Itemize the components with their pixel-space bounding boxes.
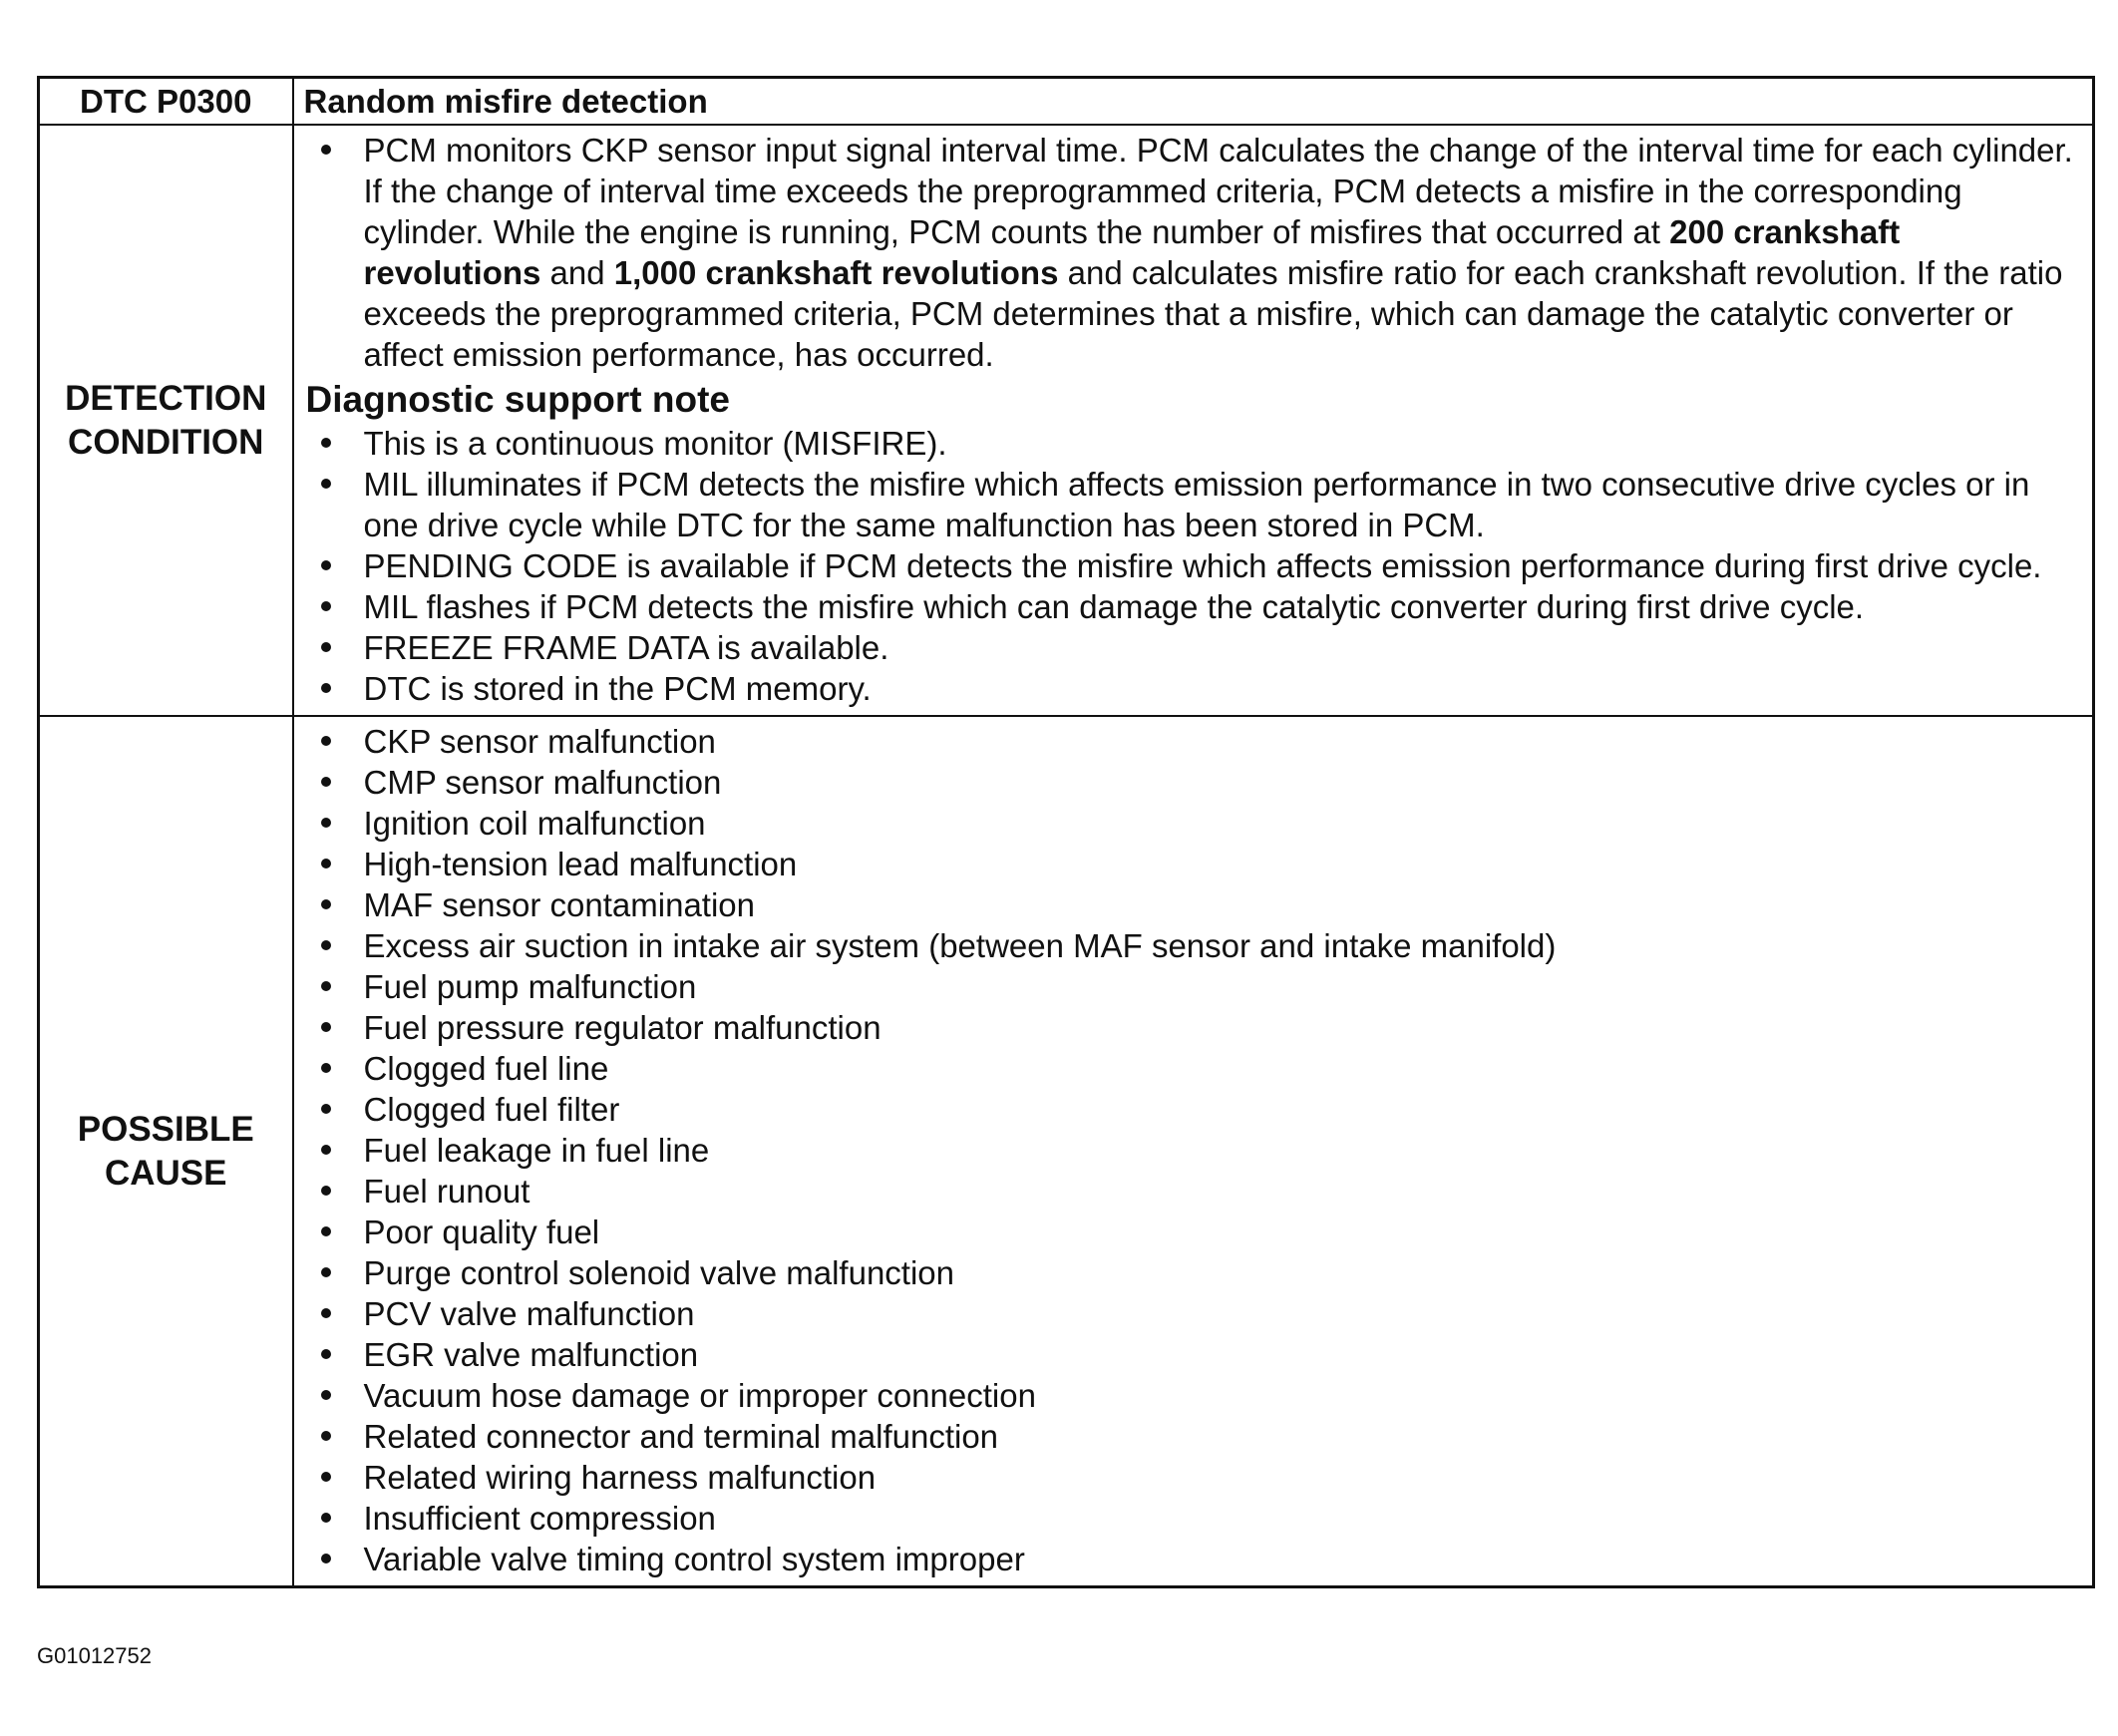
cause-item: Ignition coil malfunction: [306, 803, 2081, 844]
cause-item: Fuel pump malfunction: [306, 966, 2081, 1007]
possible-cause-label: [39, 716, 293, 1587]
note-item: FREEZE FRAME DATA is available.: [306, 627, 2081, 668]
cause-item: CMP sensor malfunction: [306, 762, 2081, 803]
cause-item: Fuel pressure regulator malfunction: [306, 1007, 2081, 1048]
cause-item: Vacuum hose damage or improper connection: [306, 1375, 2081, 1416]
cause-item: PCV valve malfunction: [306, 1293, 2081, 1334]
cause-item: Related wiring harness malfunction: [306, 1457, 2081, 1498]
main-text-part3: and calculates misfire ratio for each crankshaft revolution. If the ratio exceeds the preprogrammed criteria, PCM determines that a misfire, which can damage the catalytic converter or affect emission performance, has occurred.: [363, 254, 2063, 373]
dtc-code: DTC P0300: [39, 78, 293, 126]
note-item: This is a continuous monitor (MISFIRE).: [306, 423, 2081, 464]
detection-label-line1: DETECTION: [65, 378, 267, 418]
cause-label-line1: POSSIBLE: [77, 1109, 254, 1149]
note-item: DTC is stored in the PCM memory.: [306, 668, 2081, 709]
diagnostic-note-list: [306, 423, 2081, 709]
cause-item: Insufficient compression: [306, 1498, 2081, 1539]
cause-item: Variable valve timing control system improper: [306, 1539, 2081, 1579]
main-text-bold2: 1,000 crankshaft revolutions: [613, 254, 1059, 291]
cause-item: Poor quality fuel: [306, 1212, 2081, 1252]
cause-item: Fuel runout: [306, 1171, 2081, 1212]
cause-item: High-tension lead malfunction: [306, 844, 2081, 884]
detection-condition-content: [293, 125, 2094, 716]
cause-item: Purge control solenoid valve malfunction: [306, 1252, 2081, 1293]
cause-label-line2: CAUSE: [104, 1153, 227, 1193]
cause-item: Clogged fuel line: [306, 1048, 2081, 1089]
diagnostic-note-heading: Diagnostic support note: [305, 379, 730, 420]
cause-item: CKP sensor malfunction: [306, 721, 2081, 762]
dtc-title: Random misfire detection: [293, 78, 2094, 126]
detection-condition-row: [39, 125, 2094, 716]
header-row: [39, 78, 2094, 126]
note-item: PENDING CODE is available if PCM detects the misfire which affects emission performance during first drive cycle.: [306, 545, 2081, 586]
dtc-table: [37, 76, 2095, 1588]
note-item: MIL flashes if PCM detects the misfire which can damage the catalytic converter during first drive cycle.: [306, 586, 2081, 627]
main-text-part2: and: [540, 254, 614, 291]
cause-item: EGR valve malfunction: [306, 1334, 2081, 1375]
cause-item: Clogged fuel filter: [306, 1089, 2081, 1130]
cause-item: Fuel leakage in fuel line: [306, 1130, 2081, 1171]
detection-main-list: [306, 130, 2081, 375]
figure-id: G01012752: [37, 1643, 152, 1668]
detection-label-line2: CONDITION: [68, 422, 264, 462]
detection-condition-label: [39, 125, 293, 716]
main-text-bold1: 200 crankshaft revolutions: [363, 213, 1901, 291]
possible-cause-row: [39, 716, 2094, 1587]
note-item: MIL illuminates if PCM detects the misfire which affects emission performance in two consecutive drive cycles or in one drive cycle while DTC for the same malfunction has been stored in PCM.: [306, 464, 2081, 545]
cause-item: Related connector and terminal malfunction: [306, 1416, 2081, 1457]
possible-cause-content: [293, 716, 2094, 1587]
cause-item: MAF sensor contamination: [306, 884, 2081, 925]
cause-list: [306, 721, 2081, 1579]
cause-item: Excess air suction in intake air system (between MAF sensor and intake manifold): [306, 925, 2081, 966]
main-text-part1: PCM monitors CKP sensor input signal interval time. PCM calculates the change of the interval time for each cylinder. If the change of interval time exceeds the preprogrammed criteria, PCM detects a misfire in the corresponding cylinder. While the engine is running, PCM counts the number of misfires that occurred at: [363, 132, 2073, 250]
detection-main-bullet: [306, 130, 2081, 375]
